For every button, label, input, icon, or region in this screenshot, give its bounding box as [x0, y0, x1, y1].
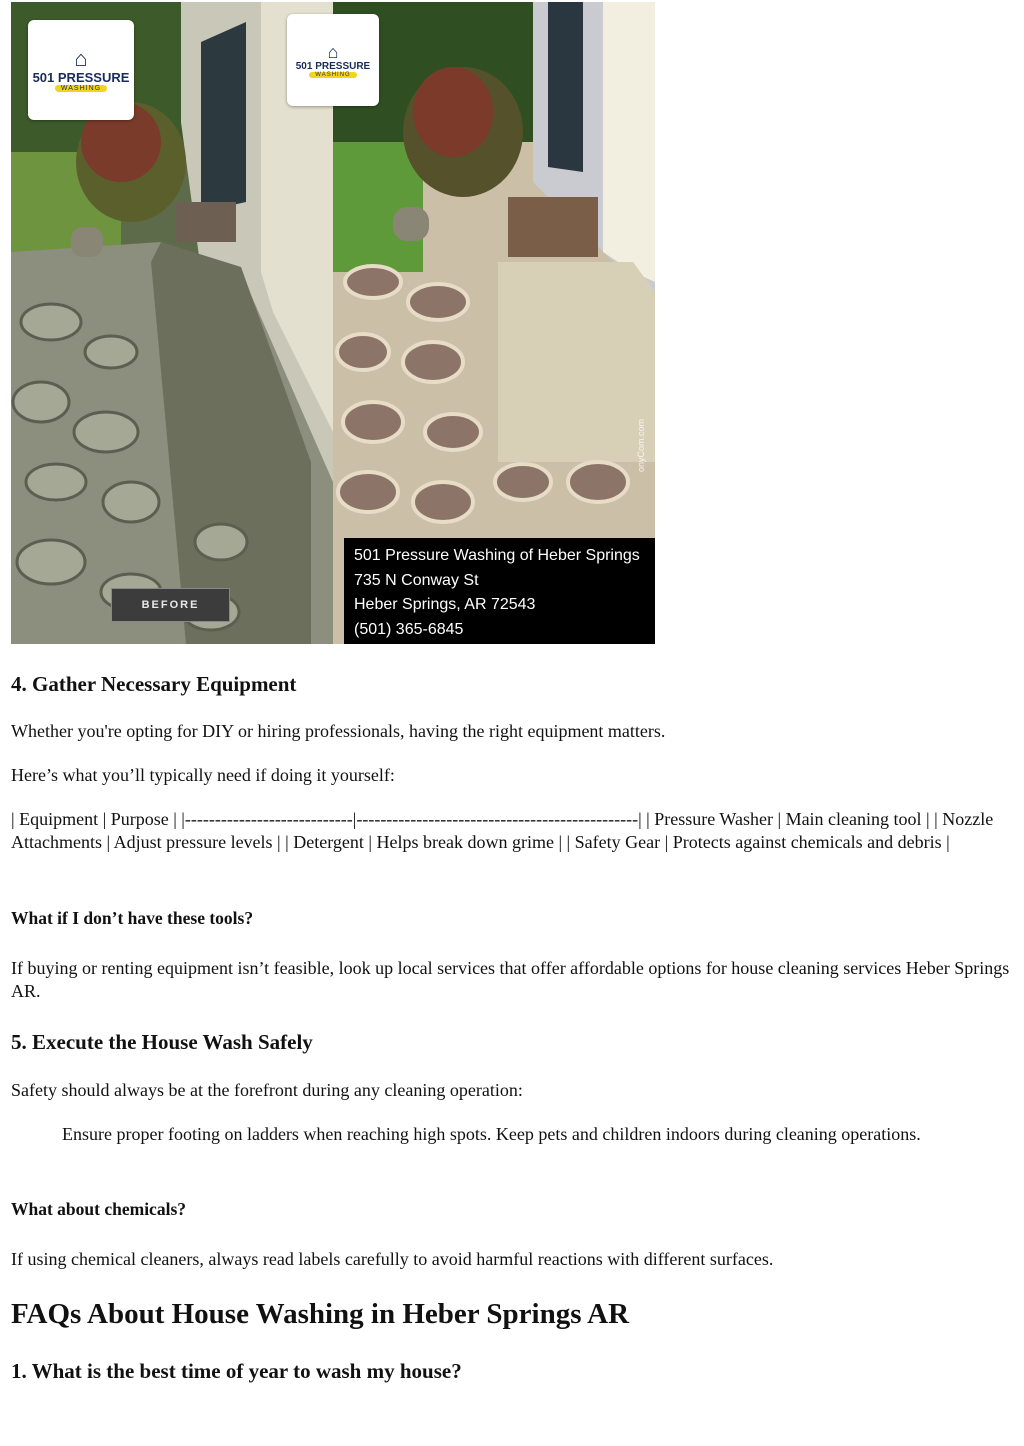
safety-blockquote: Ensure proper footing on ladders when reaching high spots. Keep pets and children indoors during cleaning operations. [62, 1124, 921, 1144]
section-heading-safety: 5. Execute the House Wash Safely [11, 1030, 313, 1054]
faq-answer: If buying or renting equipment isn’t feasible, look up local services that offer affordable options for house cleaning services Heber Springs AR. [11, 958, 1010, 1001]
house-roof-icon: ⌂ [74, 46, 88, 71]
company-logo [28, 20, 134, 120]
photo-watermark: onyCom.com [636, 418, 646, 472]
business-info-box [344, 538, 655, 644]
business-city: Heber Springs, AR 72543 [354, 596, 536, 613]
section-heading-equipment: 4. Gather Necessary Equipment [11, 672, 297, 696]
before-badge: BEFORE [111, 588, 230, 622]
logo-sub-text: WASHING [55, 85, 107, 92]
equipment-table-raw: | Equipment | Purpose | |----------------------------|-----------------------------------------------| | Pressure Washer | Main cleaning tool | | Nozzle Attachments | Adjust pressure levels | | Detergent | Helps break down grime | | Safety Gear | Protects against chemicals and debris | [11, 809, 994, 852]
business-name: 501 Pressure Washing of Heber Springs [354, 547, 640, 564]
before-after-photo [11, 2, 655, 644]
house-roof-icon: ⌂ [327, 41, 339, 62]
business-street: 735 N Conway St [354, 571, 479, 589]
paragraph: Here’s what you’ll typically need if doing it yourself: [11, 765, 395, 785]
faq-question-1: 1. What is the best time of year to wash my house? [11, 1359, 462, 1383]
paragraph: Whether you're opting for DIY or hiring professionals, having the right equipment matters. [11, 721, 666, 741]
logo-brand-text: 501 PRESSURE [32, 70, 130, 85]
faq-answer: If using chemical cleaners, always read labels carefully to avoid harmful reactions with different surfaces. [11, 1249, 774, 1269]
faq-question: What about chemicals? [11, 1199, 186, 1219]
paragraph: Safety should always be at the forefront during any cleaning operation: [11, 1080, 523, 1100]
faqs-heading: FAQs About House Washing in Heber Springs AR [11, 1298, 630, 1330]
logo-sub-text: WASHING [309, 72, 356, 78]
faq-question: What if I don’t have these tools? [11, 908, 254, 928]
business-phone: (501) 365-6845 [354, 620, 464, 638]
company-logo-after [287, 14, 379, 106]
logo-brand-text: 501 PRESSURE [295, 60, 371, 72]
